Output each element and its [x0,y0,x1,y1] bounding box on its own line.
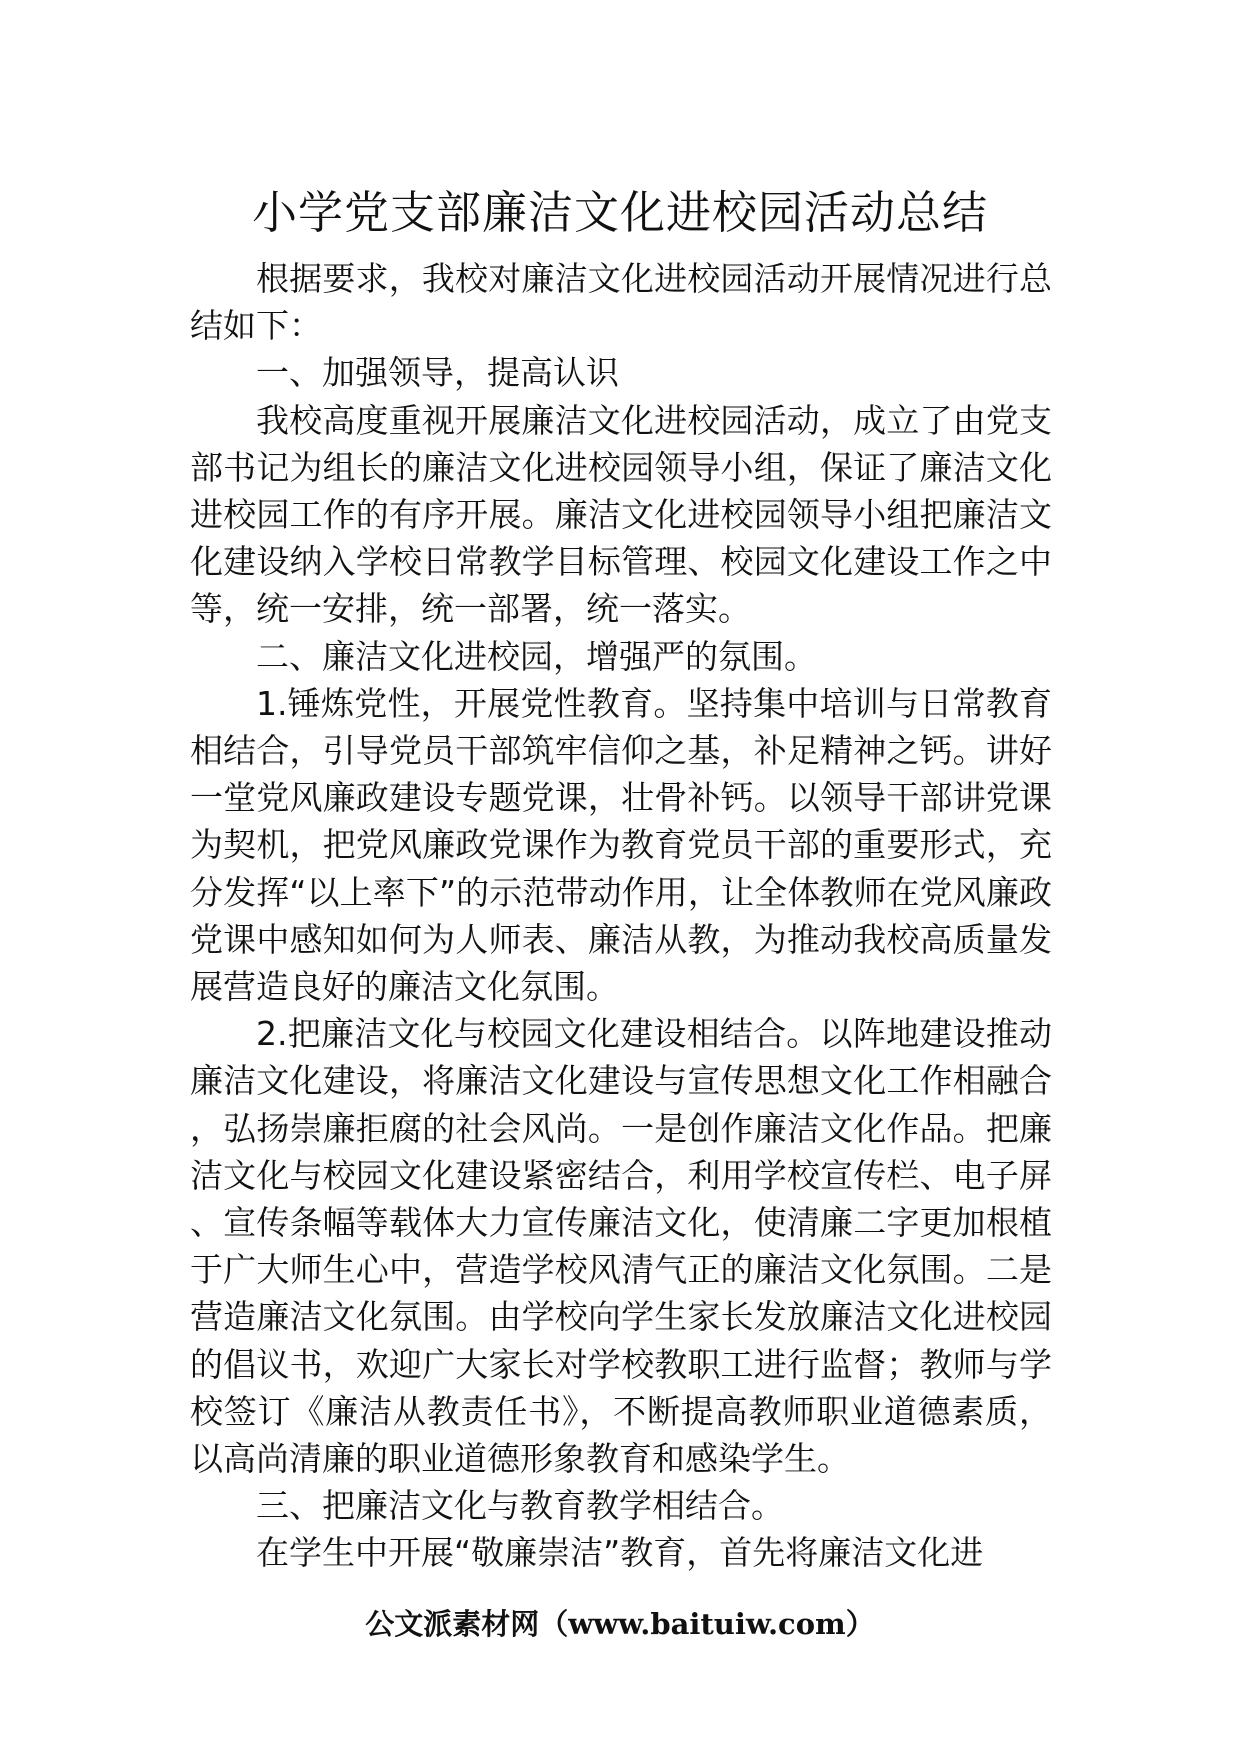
section-2-heading: 二、廉洁文化进校园，增强严的氛围。 [256,636,817,676]
section-2-item-1: 1.锤炼党性，开展党性教育。坚持集中培训与日常教育相结合，引导党员干部筑牢信仰之基，补足精神之钙。讲好一堂党风廉政建设专题党课，壮骨补钙。以领导干部讲党课为契机，把党风廉政党课作为教育党员干部的重要形式，充分发挥“以上率下”的示范带动作用，让全体教师在党风廉政党课中感知如何为人师表、廉洁从教，为推动我校高质量发展营造良好的廉洁文化氛围。 [190,683,1052,1007]
section-3-paragraph: 在学生中开展“敬廉崇洁”教育，首先将廉洁文化进 [256,1533,984,1573]
intro-paragraph: 根据要求，我校对廉洁文化进校园活动开展情况进行总结如下： [190,259,1052,346]
section-2-item-2: 2.把廉洁文化与校园文化建设相结合。以阵地建设推动廉洁文化建设，将廉洁文化建设与宣传思想文化工作相融合，弘扬崇廉拒腐的社会风尚。一是创作廉洁文化作品。把廉洁文化与校园文化建设紧密结合，利用学校宣传栏、电子屏、宣传条幅等载体大力宣传廉洁文化，使清廉二字更加根植于广大师生心中，营造学校风清气正的廉洁文化氛围。二是营造廉洁文化氛围。由学校向学生家长发放廉洁文化进校园的倡议书，欢迎广大家长对学校教职工进行监督；教师与学校签订《廉洁从教责任书》，不断提高教师职业道德素质，以高尚清廉的职业道德形象教育和感染学生。 [190,1014,1052,1479]
footer-watermark: 公文派素材网（www.baituiw.com） [365,1607,875,1641]
section-1-heading: 一、加强领导，提高认识 [256,353,619,393]
section-1-paragraph: 我校高度重视开展廉洁文化进校园活动，成立了由党支部书记为组长的廉洁文化进校园领导小组，保证了廉洁文化进校园工作的有序开展。廉洁文化进校园领导小组把廉洁文化建设纳入学校日常教学目标管理、校园文化建设工作之中等，统一安排，统一部署，统一落实。 [190,400,1052,629]
document-title: 小学党支部廉洁文化进校园活动总结 [251,186,988,239]
document-body [190,255,1052,1577]
section-3-heading: 三、把廉洁文化与教育教学相结合。 [256,1486,784,1526]
